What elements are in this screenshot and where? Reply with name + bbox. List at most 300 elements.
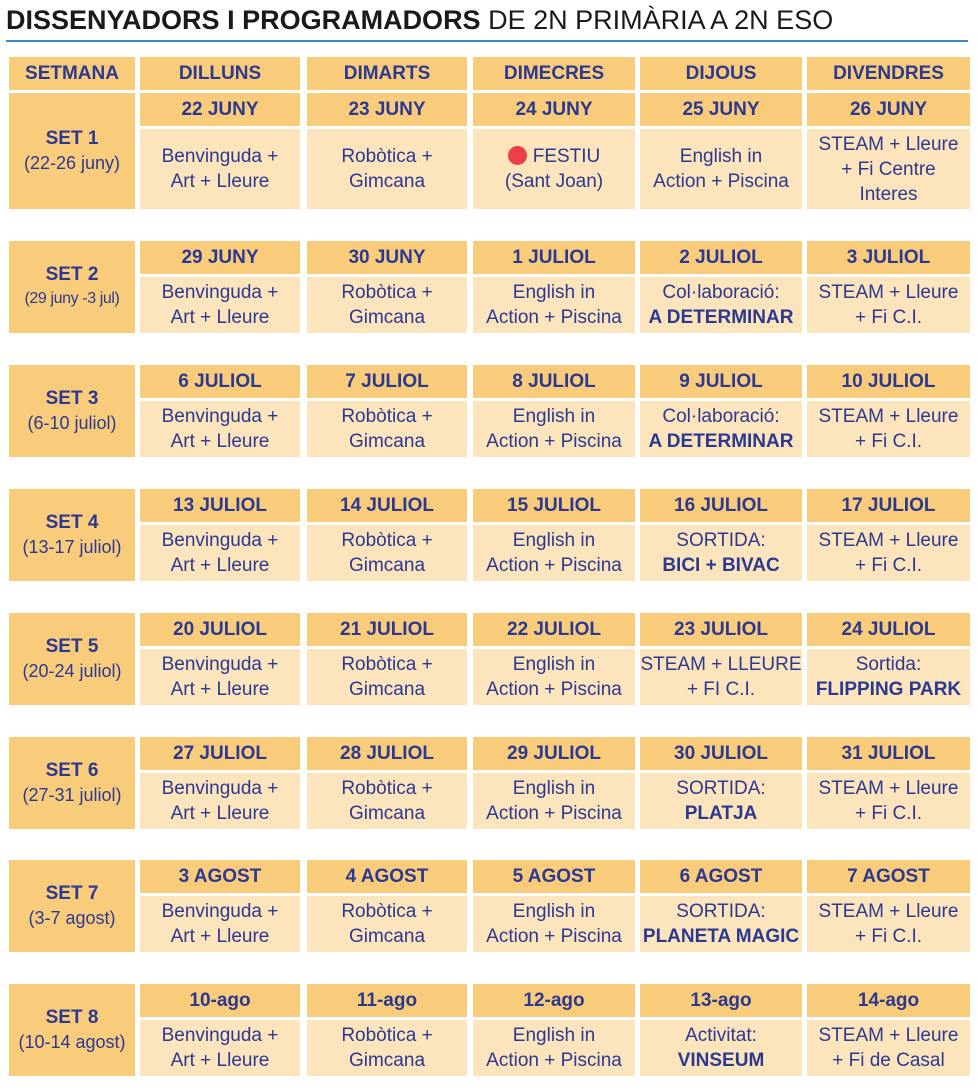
date-cell (640, 984, 802, 1017)
date-cell (807, 860, 970, 893)
column-header-label: SETMANA (25, 62, 119, 84)
date-cell (473, 613, 635, 646)
activity-line (162, 776, 279, 801)
activity-line (162, 1023, 279, 1048)
activity-line (171, 305, 270, 330)
activity-line (486, 553, 622, 578)
activity-line (486, 924, 622, 949)
activity-line (341, 899, 432, 924)
date-cell (473, 860, 635, 893)
activity-text: English in (512, 654, 596, 675)
activity-text: Art + Lleure (170, 679, 270, 700)
activity-text: Action + Piscina (486, 307, 622, 328)
activity-line (171, 169, 270, 194)
activity-cell (807, 129, 970, 209)
date-label: 31 JULIOL (841, 742, 936, 764)
activity-text: STEAM + Lleure (818, 133, 959, 155)
week-name: SET 7 (45, 883, 99, 904)
activity-text: Benvinguda + (161, 530, 279, 551)
date-label: 27 JULIOL (173, 742, 267, 764)
date-label: 11-ago (356, 989, 418, 1011)
activity-text: STEAM + Lleure (818, 406, 959, 427)
date-label: 4 AGOST (345, 865, 429, 887)
column-header-day (640, 57, 802, 90)
activity-cell (307, 525, 467, 581)
activity-text: STEAM + Lleure (818, 901, 959, 922)
activity-line (162, 899, 279, 924)
date-cell (473, 737, 635, 770)
activity-text: SORTIDA: (676, 901, 766, 922)
week-name: SET 4 (45, 512, 99, 533)
activity-line (349, 169, 425, 194)
date-cell (807, 489, 970, 522)
activity-text: Benvinguda + (161, 146, 279, 167)
activity-line (676, 899, 765, 924)
date-cell (140, 737, 300, 770)
date-label: 12-ago (523, 989, 585, 1011)
activity-cell (640, 129, 802, 209)
date-label: 29 JULIOL (507, 742, 601, 764)
activity-cell (640, 525, 802, 581)
activity-cell (307, 1020, 467, 1076)
title-underline (6, 40, 968, 42)
date-cell (473, 489, 635, 522)
activity-line (855, 801, 922, 826)
activity-line (819, 776, 959, 801)
activity-line (341, 404, 432, 429)
activity-line (162, 280, 279, 305)
activity-text: Gimcana (348, 803, 426, 824)
activity-text: SORTIDA: (676, 778, 766, 799)
activity-text: Col·laboració: (662, 406, 780, 427)
activity-text: Gimcana (348, 679, 426, 700)
activity-line (678, 1048, 765, 1073)
date-label: 10-ago (189, 989, 251, 1011)
activity-line (662, 280, 779, 305)
activity-line (513, 528, 595, 553)
activity-text: Action + Piscina (486, 803, 622, 824)
date-label: 29 JUNY (181, 246, 259, 268)
activity-line (640, 652, 801, 677)
activity-text: PLATJA (684, 803, 758, 824)
activity-line (171, 1048, 270, 1073)
date-label: 6 AGOST (679, 865, 763, 887)
activity-text: + Fi C.I. (854, 803, 923, 824)
activity-line (341, 144, 432, 169)
activity-text: English in (679, 146, 763, 167)
activity-text: Gimcana (348, 555, 426, 576)
activity-cell (307, 896, 467, 952)
activity-cell (640, 277, 802, 333)
date-cell (140, 613, 300, 646)
activity-line (486, 1048, 622, 1073)
activity-text: Action + Piscina (486, 1050, 622, 1071)
activity-text: Action + Piscina (486, 431, 622, 452)
date-label: 28 JULIOL (340, 742, 434, 764)
date-cell (307, 984, 467, 1017)
activity-line (685, 801, 757, 826)
activity-text: STEAM + Lleure (818, 282, 959, 303)
date-cell (473, 984, 635, 1017)
activity-text: Gimcana (348, 926, 426, 947)
column-header-label: DIMARTS (343, 62, 431, 84)
activity-text: STEAM + Lleure (818, 530, 959, 551)
date-label: 8 JULIOL (512, 370, 596, 392)
activity-text: Art + Lleure (170, 803, 270, 824)
activity-cell (473, 896, 635, 952)
activity-text: Robòtica + (341, 282, 433, 303)
activity-line (171, 801, 270, 826)
date-label: 25 JUNY (682, 98, 760, 120)
activity-line (171, 553, 270, 578)
activity-text: Robòtica + (341, 406, 433, 427)
activity-line (349, 429, 425, 454)
activity-line (859, 182, 917, 207)
activity-line (676, 776, 765, 801)
date-cell (807, 984, 970, 1017)
activity-line (513, 899, 595, 924)
week-name: SET 1 (45, 128, 99, 149)
activity-text: Col·laboració: (662, 282, 780, 303)
week-name: SET 5 (45, 636, 99, 657)
date-label: 23 JUNY (348, 98, 426, 120)
week-label-cell (9, 737, 135, 829)
activity-text: + Fi de Casal (832, 1050, 945, 1071)
activity-line (162, 528, 279, 553)
activity-text: BICI + BIVAC (662, 555, 780, 576)
activity-cell (140, 1020, 300, 1076)
activity-cell (307, 773, 467, 829)
week-range: (10-14 agost) (18, 1032, 126, 1052)
date-cell (140, 241, 300, 274)
activity-text: Benvinguda + (161, 654, 279, 675)
date-label: 1 JULIOL (512, 246, 596, 268)
activity-text: Action + Piscina (486, 555, 622, 576)
activity-cell (140, 277, 300, 333)
activity-text: Robòtica + (341, 146, 433, 167)
week-range: (20-24 juliol) (22, 661, 122, 681)
activity-cell (640, 896, 802, 952)
date-label: 5 AGOST (512, 865, 596, 887)
activity-line (685, 1023, 757, 1048)
activity-line (680, 144, 762, 169)
column-header-day (807, 57, 970, 90)
activity-text: Art + Lleure (170, 171, 270, 192)
activity-text: Robòtica + (341, 1025, 433, 1046)
date-label: 22 JULIOL (507, 618, 601, 640)
activity-line (162, 144, 279, 169)
activity-line (341, 280, 432, 305)
activity-line (819, 132, 959, 157)
date-label: 26 JUNY (849, 98, 928, 120)
date-label: 14 JULIOL (340, 494, 434, 516)
date-cell (640, 241, 802, 274)
title-light: DE 2N PRIMÀRIA A 2N ESO (480, 5, 834, 35)
date-cell (640, 737, 802, 770)
date-label: 9 JULIOL (679, 370, 763, 392)
activity-text: (Sant Joan) (504, 171, 604, 192)
date-label: 16 JULIOL (674, 494, 768, 516)
date-label: 7 JULIOL (345, 370, 429, 392)
date-cell (473, 365, 635, 398)
date-label: 6 JULIOL (178, 370, 262, 392)
activity-text: Robòtica + (341, 530, 433, 551)
date-label: 21 JULIOL (340, 618, 434, 640)
activity-cell (307, 277, 467, 333)
activity-line (486, 801, 622, 826)
week-label-cell (9, 93, 135, 209)
activity-line (832, 1048, 944, 1073)
activity-text: Art + Lleure (170, 555, 270, 576)
activity-line (349, 1048, 425, 1073)
activity-line (508, 144, 601, 169)
activity-line (855, 553, 922, 578)
week-range: (27-31 juliol) (22, 785, 122, 805)
week-label-cell (9, 613, 135, 705)
activity-line (162, 652, 279, 677)
activity-cell (807, 649, 970, 705)
column-header-label: DIMECRES (503, 62, 605, 84)
activity-cell (307, 401, 467, 457)
date-label: 20 JULIOL (173, 618, 267, 640)
date-cell (307, 613, 467, 646)
date-cell (140, 489, 300, 522)
date-cell (140, 365, 300, 398)
activity-cell (307, 129, 467, 209)
activity-text: STEAM + Lleure (818, 1025, 959, 1046)
activity-line (819, 1023, 959, 1048)
activity-text: Gimcana (348, 431, 426, 452)
week-name: SET 8 (45, 1007, 99, 1028)
date-label: 13-ago (690, 989, 752, 1011)
date-cell (140, 93, 300, 126)
red-dot-icon (508, 146, 527, 165)
date-cell (307, 241, 467, 274)
activity-cell (640, 1020, 802, 1076)
activity-text: STEAM + LLEURE (640, 654, 802, 675)
date-cell (307, 365, 467, 398)
date-cell (640, 365, 802, 398)
activity-line (349, 677, 425, 702)
activity-line (171, 924, 270, 949)
activity-line (349, 801, 425, 826)
activity-cell (473, 401, 635, 457)
activity-cell (807, 525, 970, 581)
week-label-cell (9, 489, 135, 581)
date-cell (807, 241, 970, 274)
activity-line (341, 652, 432, 677)
activity-text: Art + Lleure (170, 431, 270, 452)
date-label: 13 JULIOL (173, 494, 267, 516)
activity-cell (640, 773, 802, 829)
date-cell (640, 93, 802, 126)
activity-line (687, 677, 755, 702)
activity-text: English in (512, 406, 596, 427)
week-range: (22-26 juny) (23, 153, 121, 173)
activity-text: FLIPPING PARK (815, 679, 962, 700)
activity-cell (807, 401, 970, 457)
column-header-day (140, 57, 300, 90)
activity-line (341, 528, 432, 553)
activity-line (513, 652, 595, 677)
activity-text: Benvinguda + (161, 1025, 279, 1046)
column-header-label: DIJOUS (685, 62, 757, 84)
week-name: SET 3 (45, 388, 99, 409)
activity-line (486, 305, 622, 330)
date-cell (140, 984, 300, 1017)
week-range: (3-7 agost) (28, 908, 116, 928)
activity-line (349, 305, 425, 330)
activity-line (162, 404, 279, 429)
activity-text: PLANETA MAGIC (642, 926, 800, 947)
activity-line (649, 429, 794, 454)
activity-text: English in (512, 901, 596, 922)
activity-text: + Fi Centre (841, 158, 936, 180)
date-label: 24 JULIOL (841, 618, 936, 640)
activity-text: Gimcana (348, 307, 426, 328)
activity-line (505, 169, 603, 194)
column-header-week (9, 57, 135, 90)
activity-text: English in (512, 530, 596, 551)
activity-text: Benvinguda + (161, 406, 279, 427)
activity-line (341, 776, 432, 801)
activity-line (841, 157, 936, 182)
date-cell (640, 613, 802, 646)
activity-text: Interes (859, 183, 918, 205)
date-cell (807, 93, 970, 126)
date-cell (307, 489, 467, 522)
activity-text: Gimcana (348, 1050, 426, 1071)
activity-text: Robòtica + (341, 901, 433, 922)
activity-text: English in (512, 778, 596, 799)
week-label-cell (9, 860, 135, 952)
date-label: 30 JUNY (348, 246, 426, 268)
activity-text: Gimcana (348, 171, 426, 192)
activity-text: Action + Piscina (486, 679, 622, 700)
activity-text: Art + Lleure (170, 307, 270, 328)
activity-text: + Fi C.I. (854, 926, 923, 947)
activity-cell (473, 525, 635, 581)
column-header-day (473, 57, 635, 90)
date-cell (473, 241, 635, 274)
activity-line (819, 899, 959, 924)
date-cell (140, 860, 300, 893)
date-label: 22 JUNY (181, 98, 259, 120)
activity-text: Robòtica + (341, 654, 433, 675)
activity-cell (140, 773, 300, 829)
activity-cell (140, 129, 300, 209)
activity-line (653, 169, 789, 194)
date-cell (307, 737, 467, 770)
page-title (6, 2, 966, 38)
activity-cell (473, 277, 635, 333)
week-name: SET 6 (45, 760, 99, 781)
activity-cell (307, 649, 467, 705)
activity-line (819, 280, 959, 305)
activity-cell (473, 129, 635, 209)
activity-cell (640, 649, 802, 705)
activity-line (486, 677, 622, 702)
activity-line (171, 429, 270, 454)
activity-line (513, 404, 595, 429)
date-label: 30 JULIOL (674, 742, 768, 764)
week-name: SET 2 (45, 264, 99, 285)
date-label: 3 AGOST (178, 865, 262, 887)
date-cell (807, 365, 970, 398)
activity-text: FESTIU (532, 146, 601, 167)
activity-text: A DETERMINAR (648, 307, 794, 328)
activity-line (819, 528, 959, 553)
week-label-cell (9, 984, 135, 1076)
activity-line (816, 677, 961, 702)
activity-text: Benvinguda + (161, 778, 279, 799)
activity-line (662, 553, 779, 578)
week-range: (29 juny -3 jul) (24, 290, 120, 307)
activity-cell (140, 896, 300, 952)
date-label: 14-ago (857, 989, 920, 1011)
activity-line (855, 429, 922, 454)
date-cell (807, 737, 970, 770)
week-range: (13-17 juliol) (22, 537, 122, 557)
date-cell (640, 860, 802, 893)
date-label: 2 JULIOL (679, 246, 763, 268)
activity-text: SORTIDA: (676, 530, 766, 551)
column-header-day (307, 57, 467, 90)
activity-cell (807, 896, 970, 952)
activity-line (855, 305, 922, 330)
activity-text: Art + Lleure (170, 926, 270, 947)
activity-line (513, 280, 595, 305)
activity-line (856, 652, 921, 677)
activity-text: Benvinguda + (161, 282, 279, 303)
activity-cell (807, 1020, 970, 1076)
activity-text: + Fi C.I. (854, 307, 923, 328)
activity-line (819, 404, 959, 429)
activity-text: + Fi C.I. (854, 555, 923, 576)
activity-line (341, 1023, 432, 1048)
title-bold: DISSENYADORS I PROGRAMADORS (6, 5, 481, 35)
activity-line (643, 924, 799, 949)
column-header-label: DIVENDRES (833, 62, 944, 84)
activity-text: STEAM + Lleure (818, 778, 959, 799)
date-label: 23 JULIOL (674, 618, 768, 640)
activity-cell (140, 401, 300, 457)
activity-line (676, 528, 765, 553)
activity-cell (140, 649, 300, 705)
activity-line (349, 553, 425, 578)
activity-text: English in (512, 282, 596, 303)
date-cell (307, 860, 467, 893)
activity-cell (640, 401, 802, 457)
activity-line (171, 677, 270, 702)
activity-line (513, 776, 595, 801)
date-cell (640, 489, 802, 522)
week-label-cell (9, 365, 135, 457)
activity-cell (473, 649, 635, 705)
activity-cell (140, 525, 300, 581)
week-label-cell (9, 241, 135, 333)
activity-line (855, 924, 922, 949)
activity-cell (807, 277, 970, 333)
activity-line (649, 305, 794, 330)
activity-text: Action + Piscina (653, 171, 789, 192)
date-label: 3 JULIOL (846, 246, 931, 268)
date-label: 7 AGOST (847, 865, 930, 887)
date-cell (807, 613, 970, 646)
activity-text: English in (512, 1025, 596, 1046)
date-cell (307, 93, 467, 126)
activity-text: Art + Lleure (170, 1050, 270, 1071)
